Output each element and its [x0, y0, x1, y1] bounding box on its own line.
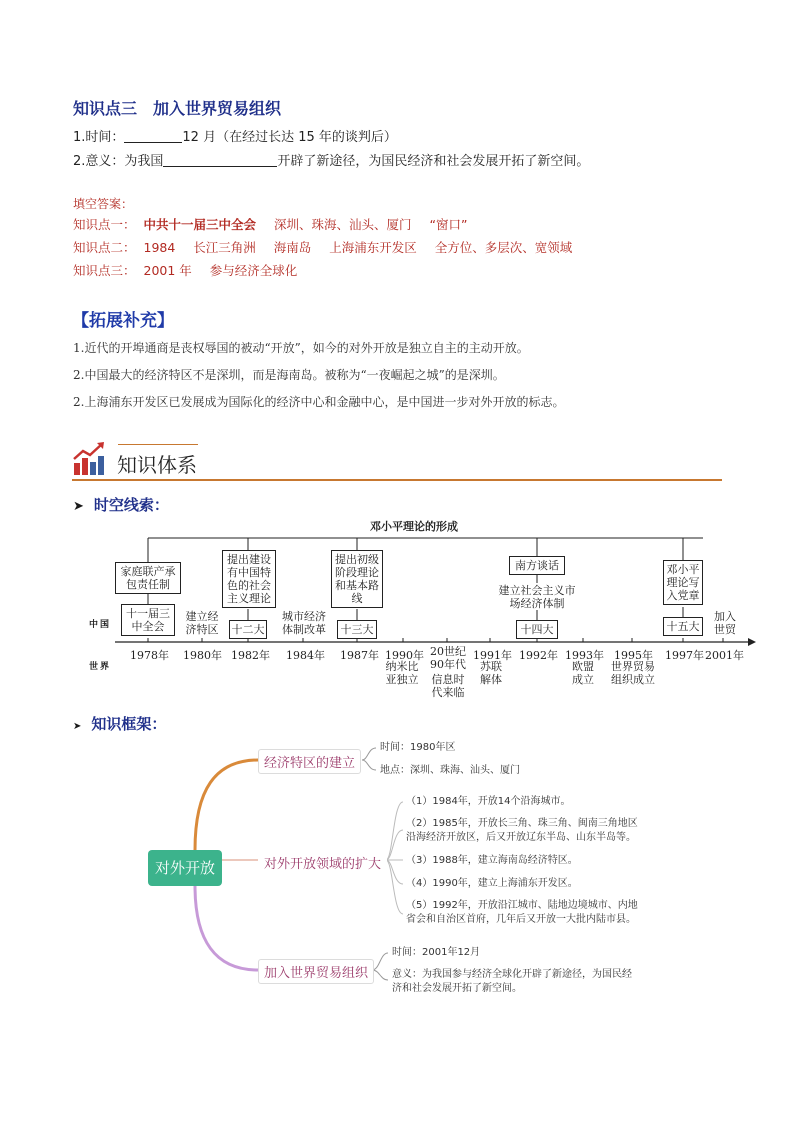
branch-opening-expansion: 对外开放领域的扩大	[258, 850, 387, 875]
year-label: 1980年	[183, 649, 222, 662]
timeline-top-label: 邓小平理论的形成	[370, 520, 458, 533]
branch2-item: （1）1984年，开放14个沿海城市。	[406, 796, 571, 807]
framework-heading-text: 知识框架：	[91, 715, 167, 733]
divider	[72, 479, 722, 481]
extension-item: 2.中国最大的经济特区不是深圳，而是海南岛。被称为“一夜崛起之城”的是深圳。	[73, 368, 505, 382]
branch1-time: 时间：1980年区	[380, 742, 456, 753]
answers-heading: 填空答案：	[73, 197, 134, 211]
year-label: 1978年	[130, 649, 169, 662]
world-event: 纳米比亚独立	[385, 660, 419, 686]
year-label: 1984年	[286, 649, 325, 662]
blank-field[interactable]	[163, 154, 277, 167]
timeline-heading	[73, 494, 169, 515]
year-label: 1990年	[385, 649, 424, 662]
answer-item: 深圳、珠海、汕头、厦门	[274, 217, 412, 232]
branch3-meaning: 意义：为我国参与经济全球化开辟了新途径，为国民经	[392, 969, 632, 980]
answer-item: “窗口”	[429, 217, 468, 232]
kp3-line2-prefix: 2.意义：为我国	[73, 154, 164, 169]
branch2-item: （5）1992年，开放沿江城市、陆地边境城市、内地	[406, 900, 638, 911]
kp3-line-2	[73, 150, 589, 169]
year-label: 1991年	[473, 649, 512, 662]
branch-wto: 加入世界贸易组织	[258, 959, 374, 984]
congress-box: 十四大	[516, 620, 558, 639]
kp3-line1-suffix: 12 月（在经过长达 15 年的谈判后）	[182, 130, 397, 145]
answer-item: 全方位、多层次、宽领域	[434, 240, 573, 255]
world-event: 欧盟成立	[572, 660, 594, 686]
world-event: 苏联解体	[480, 660, 502, 686]
congress-box: 十二大	[229, 620, 267, 639]
china-event: 建立经济特区	[185, 610, 219, 636]
china-event: 城市经济体制改革	[282, 610, 326, 636]
answer-item: 1984	[143, 240, 176, 255]
answer-item: 上海浦东开发区	[329, 240, 417, 255]
branch-special-zones: 经济特区的建立	[258, 749, 361, 774]
row-label-world: 世界	[89, 662, 112, 672]
answer-label: 知识点二：	[73, 240, 136, 255]
kp3-line-1	[73, 126, 397, 145]
year-label: 1997年	[665, 649, 704, 662]
event-box: 家庭联产承包责任制	[115, 562, 181, 594]
framework-heading	[73, 713, 166, 734]
branch2-item: 沿海经济开放区，后又开放辽东半岛、山东半岛等。	[406, 832, 636, 843]
congress-box: 十五大	[663, 617, 703, 636]
china-event: 加入世贸	[714, 610, 736, 636]
kp3-title: 知识点三 加入世界贸易组织	[73, 99, 282, 118]
event-box: 邓小平理论写入党章	[663, 560, 703, 605]
answer-item: 参与经济全球化	[209, 263, 298, 278]
world-event: 世界贸易组织成立	[611, 660, 655, 686]
row-label-china: 中国	[89, 620, 112, 630]
event-box: 提出建设有中国特色的社会主义理论	[222, 550, 276, 608]
answer-row	[73, 261, 311, 279]
chart-growth-icon	[72, 441, 106, 477]
answer-label: 知识点三：	[73, 263, 136, 278]
branch1-place: 地点：深圳、珠海、汕头、厦门	[380, 765, 520, 776]
answer-item: 海南岛	[273, 240, 312, 255]
arrow-bullet-icon: ➤	[73, 721, 82, 732]
mindmap-center: 对外开放	[148, 850, 222, 886]
divider	[118, 444, 198, 445]
branch2-item: （4）1990年，建立上海浦东开发区。	[406, 878, 578, 889]
congress-box: 十三大	[337, 620, 377, 639]
answer-item: 中共十一届三中全会	[143, 217, 257, 232]
kp3-line1-prefix: 1.时间：	[73, 130, 125, 145]
extension-item: 2.上海浦东开发区已发展成为国际化的经济中心和金融中心，是中国进一步对外开放的标志。	[73, 395, 565, 409]
answer-item: 2001 年	[143, 263, 192, 278]
year-label: 2001年	[705, 649, 744, 662]
answer-label: 知识点一：	[73, 217, 136, 232]
year-label: 1993年	[565, 649, 604, 662]
branch2-item: （2）1985年，开放长三角、珠三角、闽南三角地区	[406, 818, 638, 829]
branch2-item: 省会和自治区首府，几年后又开放一大批内陆市县。	[406, 914, 636, 925]
branch3-time: 时间：2001年12月	[392, 947, 481, 958]
timeline-heading-text: 时空线索：	[93, 496, 169, 514]
system-title: 知识体系	[117, 453, 197, 477]
event-box: 提出初级阶段理论和基本路线	[331, 550, 383, 608]
world-event: 信息时代来临	[431, 673, 465, 699]
answer-row	[73, 215, 481, 233]
extension-item: 1.近代的开埠通商是丧权辱国的被动“开放”，如今的对外开放是独立自主的主动开放。	[73, 341, 529, 355]
answer-item: 长江三角洲	[193, 240, 256, 255]
kp3-line2-suffix: 开辟了新途径，为国民经济和社会发展开拓了新空间。	[277, 154, 590, 169]
year-label: 1992年	[519, 649, 558, 662]
china-event: 建立社会主义市场经济体制	[498, 584, 576, 610]
year-label: 1987年	[340, 649, 379, 662]
branch3-meaning: 济和社会发展开拓了新空间。	[392, 983, 522, 994]
blank-field[interactable]	[124, 130, 182, 143]
answer-row	[73, 238, 586, 256]
branch2-item: （3）1988年，建立海南岛经济特区。	[406, 855, 578, 866]
congress-box: 十一届三中全会	[121, 604, 175, 636]
year-label: 1995年	[614, 649, 653, 662]
extension-title: 【拓展补充】	[72, 311, 174, 331]
arrow-bullet-icon: ➤	[73, 499, 84, 514]
event-box: 南方谈话	[509, 556, 565, 575]
year-label: 1982年	[231, 649, 270, 662]
year-label: 20世纪90年代	[430, 645, 466, 671]
